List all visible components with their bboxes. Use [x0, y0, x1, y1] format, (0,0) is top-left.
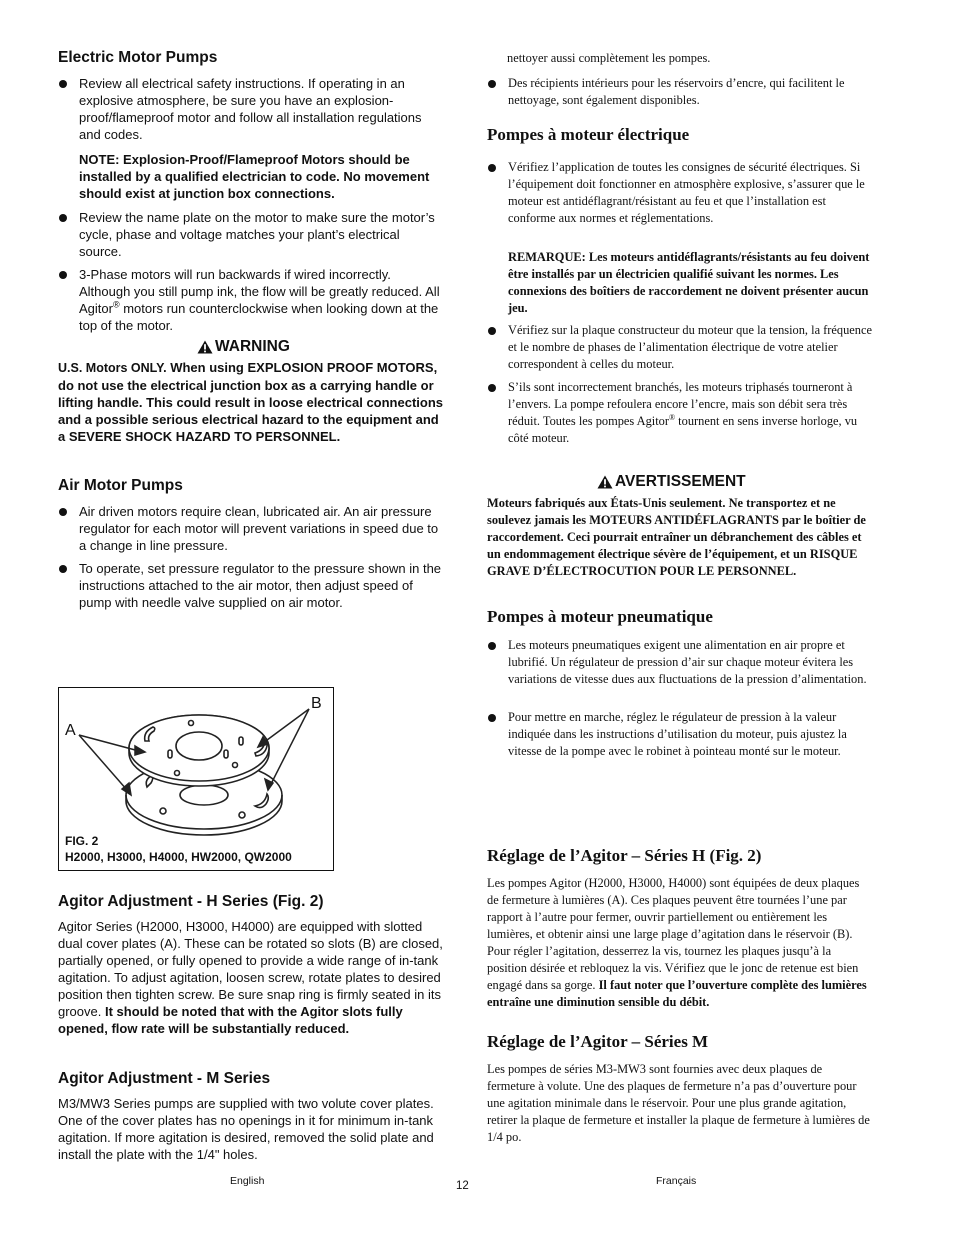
reglage-m-body: Les pompes de séries M3-MW3 sont fournies avec deux plaques de fermeture à volute. Une des plaques de fermeture n’a pas d’ouverture pour une agitation minimale dans le réservoir. Pour une plus grande agitation, retirer la plaque de fermeture et installer la plaque de fermeture à lumières de 1/4 po.	[487, 1062, 870, 1144]
avertissement-title: AVERTISSEMENT	[597, 473, 746, 490]
figure-caption: FIG. 2 H2000, H3000, H4000, HW2000, QW2000	[65, 834, 292, 864]
fr-electric-bullet-2: Vérifiez sur la plaque constructeur du moteur que la tension, la fréquence et le nombre de phases de l’alimentation électrique de votre atelier correspondent à celles du moteur.	[487, 322, 872, 373]
fr-electric-bullet-3: S’ils sont incorrectement branchés, les moteurs triphasés tourneront à l’envers. La pompe refoulera encore l’encre, mais son débit sera très réduit. Toutes les pompes Agitor® tournent en sens inverse horloge, vu côté moteur.	[487, 379, 872, 447]
warning-icon	[597, 475, 613, 489]
french-top-bullet: Des récipients intérieurs pour les réservoirs d’encre, qui facilitent le nettoyage, sont également disponibles.	[487, 75, 872, 109]
electric-bullet-1: Review all electrical safety instructions. If operating in an explosive atmosphere, be sure you have an explosion-proof/flameproof motor and follow all installation regulations and codes.	[58, 75, 443, 143]
page-number: 12	[456, 1180, 469, 1192]
pompes-electrique-heading: Pompes à moteur électrique	[487, 125, 690, 144]
fr-electric-bullet-1: Vérifiez l’application de toutes les consignes de sécurité électriques. Si l’équipement doit fonctionner en atmosphère explosive, s’assurer que le moteur est antidéflagrant/résistant au feu et que l’installation est conforme aux normes et réglementations.	[487, 159, 872, 227]
reglage-h-body: Les pompes Agitor (H2000, H3000, H4000) sont équipées de deux plaques de fermeture à lumières (A). Ces plaques peuvent être tournées l’une par rapport à l’autre pour fermer, ouvrir partiellement ou entièrement les lumières, et obtenir ainsi une large plage d’agitation dans le réservoir (B). Pour régler l’agitation, desserrez la vis, tournez les plaques jusqu’à la position désirée et rebloquez la vis. Vérifiez que le jonc de retenue est bien engagé dans sa gorge. Il faut noter que l’ouverture complète des lumières entraîne une diminution sensible du débit.	[487, 876, 867, 1009]
electric-note: NOTE: Explosion-Proof/Flameproof Motors should be installed by a qualified electrician to code. No movement should exist at junction box connections.	[79, 152, 430, 201]
fr-air-bullet-2: Pour mettre en marche, réglez le régulateur de pression à la valeur indiquée dans les instructions d’utilisation du moteur, puis ajustez la vitesse de la pompe avec le robinet à pointeau monté sur le moteur.	[487, 709, 872, 760]
agitor-h-heading: Agitor Adjustment - H Series (Fig. 2)	[58, 893, 324, 910]
agitor-h-body: Agitor Series (H2000, H3000, H4000) are equipped with slotted dual cover plates (A). These can be rotated so slots (B) are closed, partially opened, or fully opened to provide a wide range of in-tank agitation. To adjust agitation, loosen screw, rotate plates to desired position then tighten screw. Be sure snap ring is firmly seated in its groove. It should be noted that with the Agitor slots fully opened, flow rate will be substantially reduced.	[58, 919, 443, 1036]
fr-electric-note: REMARQUE: Les moteurs antidéflagrants/résistants au feu doivent être installés par un électricien qualifié suivant les normes. Les connexions des boîtiers de raccordement ne doivent présenter aucun jeu.	[508, 250, 870, 315]
warning-text: U.S. Motors ONLY. When using EXPLOSION PROOF MOTORS, do not use the electrical junction box as a carrying handle or lifting handle. This could result in loose electrical connections and a possible serious electrical hazard to the equipment and a SEVERE SHOCK HAZARD TO PERSONNEL.	[58, 360, 444, 444]
footer-french: Français	[656, 1175, 697, 1187]
warning-title: WARNING	[197, 338, 290, 355]
avertissement-text: Moteurs fabriqués aux États-Unis seulement. Ne transportez et ne soulevez jamais les MOTEURS ANTIDÉFLAGRANTS par le boîtier de raccordement. Ceci pourrait entraîner un débranchement des câbles et un endommagement électrique sévère de l’équipement, et un RISQUE GRAVE D’ÉLECTROCUTION POUR LE PERSONNEL.	[487, 496, 866, 578]
figure-label-a: A	[65, 722, 76, 739]
registered-mark: ®	[112, 299, 120, 310]
air-motor-pumps-heading: Air Motor Pumps	[58, 477, 183, 494]
footer-english: English	[230, 1175, 265, 1187]
electric-motor-pumps-heading: Electric Motor Pumps	[58, 49, 218, 66]
electric-bullet-2: Review the name plate on the motor to make sure the motor’s cycle, phase and voltage matches your plant’s electrical source.	[58, 209, 443, 260]
agitor-m-heading: Agitor Adjustment - M Series	[58, 1070, 271, 1087]
figure-2	[58, 687, 334, 871]
registered-mark: ®	[669, 412, 676, 422]
figure-label-b: B	[311, 695, 322, 712]
agitor-m-body: M3/MW3 Series pumps are supplied with two volute cover plates. One of the cover plates has no openings in it for minimum in-tank agitation. If more agitation is desired, removed the solid plate and install the plate with the 1/4" holes.	[58, 1096, 434, 1162]
pompes-pneumatique-heading: Pompes à moteur pneumatique	[487, 607, 713, 626]
french-top-continuation: nettoyer aussi complètement les pompes.	[507, 51, 711, 65]
air-bullet-2: To operate, set pressure regulator to the pressure shown in the instructions attached to the air motor, then adjust speed of pump with needle valve supplied on air motor.	[58, 560, 443, 611]
electric-bullet-3: 3-Phase motors will run backwards if wired incorrectly. Although you still pump ink, the flow will be greatly reduced. All Agitor® motors run counterclockwise when looking down at the top of the motor.	[58, 266, 443, 334]
reglage-h-heading: Réglage de l’Agitor – Séries H (Fig. 2)	[487, 846, 762, 865]
fr-air-bullet-1: Les moteurs pneumatiques exigent une alimentation en air propre et lubrifié. Un régulateur de pression d’air sur chaque moteur évitera les variations de vitesse dues aux fluctuations de la pression d’alimentation.	[487, 637, 872, 688]
air-bullet-1: Air driven motors require clean, lubricated air. An air pressure regulator for each motor will prevent variations in speed due to a change in line pressure.	[58, 503, 443, 554]
warning-icon	[197, 340, 213, 354]
reglage-m-heading: Réglage de l’Agitor – Séries M	[487, 1032, 709, 1051]
